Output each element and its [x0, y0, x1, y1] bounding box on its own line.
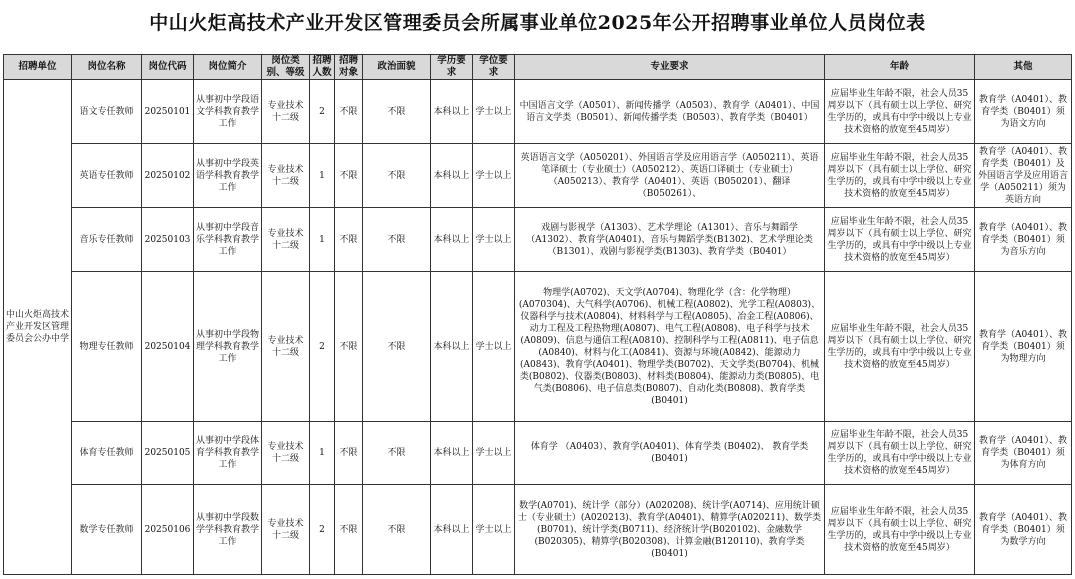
position-name-cell: 音乐专任教师: [72, 208, 142, 272]
recruit-count-cell: 1: [310, 208, 335, 272]
position-name-cell: 数学专任教师: [72, 485, 142, 575]
age-cell: 应届毕业生年龄不限，社会人员35周岁以下（具有硕士以上学位、研究生学历的，或具有中学中级以上专业技术资格的放宽至45周岁）: [825, 272, 975, 422]
recruit-target-cell: 不限: [335, 144, 363, 208]
positions-table: [3, 54, 1072, 575]
degree-cell: 学士以上: [473, 272, 515, 422]
degree-cell: 学士以上: [473, 485, 515, 575]
education-cell: 本科以上: [431, 144, 473, 208]
header-cell: 岗位名称: [72, 55, 142, 80]
political-status-cell: 不限: [363, 422, 431, 485]
position-code-cell: 20250102: [142, 144, 194, 208]
political-status-cell: 不限: [363, 208, 431, 272]
table-row: [4, 422, 1072, 485]
table-row: [4, 144, 1072, 208]
major-requirements-cell: 戏剧与影视学（A1303）、艺术学理论（A1301）、音乐与舞蹈学（A1302）、教育学(A0401)、音乐与舞蹈学类(B1302)、艺术学理论类（B1301）、戏剧与影视学类(B1303)、教育学类（B0401）: [515, 208, 825, 272]
political-status-cell: 不限: [363, 485, 431, 575]
header-cell: 招聘人数: [310, 55, 335, 80]
recruit-target-cell: 不限: [335, 272, 363, 422]
table-header-row: [4, 55, 1072, 80]
position-category-cell: 专业技术十二级: [262, 422, 310, 485]
position-category-cell: 专业技术十二级: [262, 272, 310, 422]
position-category-cell: 专业技术十二级: [262, 144, 310, 208]
page-title: 中山火炬高技术产业开发区管理委员会所属事业单位2025年公开招聘事业单位人员岗位表: [149, 12, 926, 34]
recruit-count-cell: 1: [310, 144, 335, 208]
position-category-cell: 专业技术十二级: [262, 208, 310, 272]
political-status-cell: 不限: [363, 80, 431, 144]
major-requirements-cell: 中国语言文学（A0501）、新闻传播学（A0503）、教育学（A0401）、中国语言文学类（B0501）、新闻传播学类（B0503）、教育学类（B0401）: [515, 80, 825, 144]
recruit-count-cell: 1: [310, 422, 335, 485]
header-cell: 招聘对象: [335, 55, 363, 80]
major-requirements-cell: 体育学 （A0403）、教育学(A0401)、体育学类 (B0402)、 教育学类(B0401): [515, 422, 825, 485]
recruit-count-cell: 2: [310, 272, 335, 422]
header-cell: 岗位代码: [142, 55, 194, 80]
header-cell: 学历要求: [431, 55, 473, 80]
position-intro-cell: 从事初中学段英语学科教育教学工作: [194, 144, 262, 208]
political-status-cell: 不限: [363, 144, 431, 208]
recruit-count-cell: 2: [310, 485, 335, 575]
position-code-cell: 20250103: [142, 208, 194, 272]
position-code-cell: 20250106: [142, 485, 194, 575]
position-intro-cell: 从事初中学段体育学科教育教学工作: [194, 422, 262, 485]
age-cell: 应届毕业生年龄不限，社会人员35周岁以下（具有硕士以上学位、研究生学历的，或具有中学中级以上专业技术资格的放宽至45周岁）: [825, 422, 975, 485]
degree-cell: 学士以上: [473, 422, 515, 485]
other-cell: 教育学（A0401）、教育学类（B0401）及外国语言学及应用语言学（A050211）须为英语方向: [975, 144, 1072, 208]
education-cell: 本科以上: [431, 422, 473, 485]
education-cell: 本科以上: [431, 485, 473, 575]
position-category-cell: 专业技术十二级: [262, 80, 310, 144]
position-intro-cell: 从事初中学段音乐学科教育教学工作: [194, 208, 262, 272]
major-requirements-cell: 数学(A0701)、统计学（部分）(A020208)、统计学(A0714)、应用统计硕士（专业硕士）(A020213)、教育学(A0401)、精算学(A020211)、数学类(B0701)、统计学类(B0711)、经济统计学(B020102)、金融数学(B020305)、精算学(B020308)、计算金融(B120110)、教育学类(B0401): [515, 485, 825, 575]
position-name-cell: 英语专任教师: [72, 144, 142, 208]
recruit-target-cell: 不限: [335, 208, 363, 272]
recruit-target-cell: 不限: [335, 422, 363, 485]
major-requirements-cell: 物理学(A0702)、天文学(A0704)、物理化学（含：化学物理）(A070304)、大气科学(A0706)、机械工程(A0802)、光学工程(A0803)、仪器科学与技术(A0804)、材料科学与工程(A0805)、冶金工程(A0806)、动力工程及工程热物理(A0807)、电气工程(A0808)、电子科学与技术(A0809)、信息与通信工程(A0810)、控制科学与工程(A0811)、电子信息(A0840)、材料与化工(A0841)、资源与环境(A0842)、能源动力(A0843)、教育学(A0401)、物理学类(B0702)、天文学类(B0704)、机械类(B0802)、仪器类(B0803)、材料类(B0804)、能源动力类(B0805)、电气类(B0806)、电子信息类(B0807)、自动化类(B0808)、教育学类(B0401): [515, 272, 825, 422]
position-code-cell: 20250101: [142, 80, 194, 144]
recruit-target-cell: 不限: [335, 485, 363, 575]
age-cell: 应届毕业生年龄不限，社会人员35周岁以下（具有硕士以上学位、研究生学历的，或具有中学中级以上专业技术资格的放宽至45周岁）: [825, 144, 975, 208]
other-cell: 教育学（A0401）、教育学类（B0401）须为体育方向: [975, 422, 1072, 485]
table-row: [4, 272, 1072, 422]
position-category-cell: 专业技术十二级: [262, 485, 310, 575]
position-code-cell: 20250105: [142, 422, 194, 485]
header-cell: 岗位类别、等级: [262, 55, 310, 80]
header-cell: 其他: [975, 55, 1072, 80]
other-cell: 教育学（A0401）、教育学类（B0401）须为物理方向: [975, 272, 1072, 422]
age-cell: 应届毕业生年龄不限，社会人员35周岁以下（具有硕士以上学位、研究生学历的，或具有中学中级以上专业技术资格的放宽至45周岁）: [825, 80, 975, 144]
degree-cell: 学士以上: [473, 144, 515, 208]
recruit-target-cell: 不限: [335, 80, 363, 144]
age-cell: 应届毕业生年龄不限，社会人员35周岁以下（具有硕士以上学位、研究生学历的，或具有中学中级以上专业技术资格的放宽至45周岁）: [825, 485, 975, 575]
education-cell: 本科以上: [431, 208, 473, 272]
table-row: [4, 485, 1072, 575]
position-code-cell: 20250104: [142, 272, 194, 422]
other-cell: 教育学（A0401）、教育学类（B0401）须为语文方向: [975, 80, 1072, 144]
other-cell: 教育学（A0401）、教育学类（B0401）须为音乐方向: [975, 208, 1072, 272]
position-name-cell: 物理专任教师: [72, 272, 142, 422]
position-intro-cell: 从事初中学段语文学科教育教学工作: [194, 80, 262, 144]
recruiting-unit-cell: 中山火炬高技术产业开发区管理委员会公办中学: [4, 80, 72, 575]
age-cell: 应届毕业生年龄不限，社会人员35周岁以下（具有硕士以上学位、研究生学历的，或具有中学中级以上专业技术资格的放宽至45周岁）: [825, 208, 975, 272]
degree-cell: 学士以上: [473, 80, 515, 144]
major-requirements-cell: 英语语言文学（A050201）、外国语言学及应用语言学（A050211）、英语笔译硕士（专业硕士）（A050212）、英语口译硕士（专业硕士）（A050213）、教育学（A0401）、英语（B050201）、翻译（B050261）、: [515, 144, 825, 208]
position-intro-cell: 从事初中学段物理学科教育教学工作: [194, 272, 262, 422]
position-name-cell: 体育专任教师: [72, 422, 142, 485]
education-cell: 本科以上: [431, 272, 473, 422]
table-row: [4, 208, 1072, 272]
header-cell: 年龄: [825, 55, 975, 80]
position-intro-cell: 从事初中学段数学学科教育教学工作: [194, 485, 262, 575]
position-name-cell: 语文专任教师: [72, 80, 142, 144]
recruit-count-cell: 2: [310, 80, 335, 144]
table-row: [4, 80, 1072, 144]
header-cell: 岗位简介: [194, 55, 262, 80]
education-cell: 本科以上: [431, 80, 473, 144]
header-cell: 政治面貌: [363, 55, 431, 80]
header-cell: 专业要求: [515, 55, 825, 80]
other-cell: 教育学（A0401）、教育学类（B0401）须为数学方向: [975, 485, 1072, 575]
header-cell: 招聘单位: [4, 55, 72, 80]
political-status-cell: 不限: [363, 272, 431, 422]
degree-cell: 学士以上: [473, 208, 515, 272]
header-cell: 学位要求: [473, 55, 515, 80]
